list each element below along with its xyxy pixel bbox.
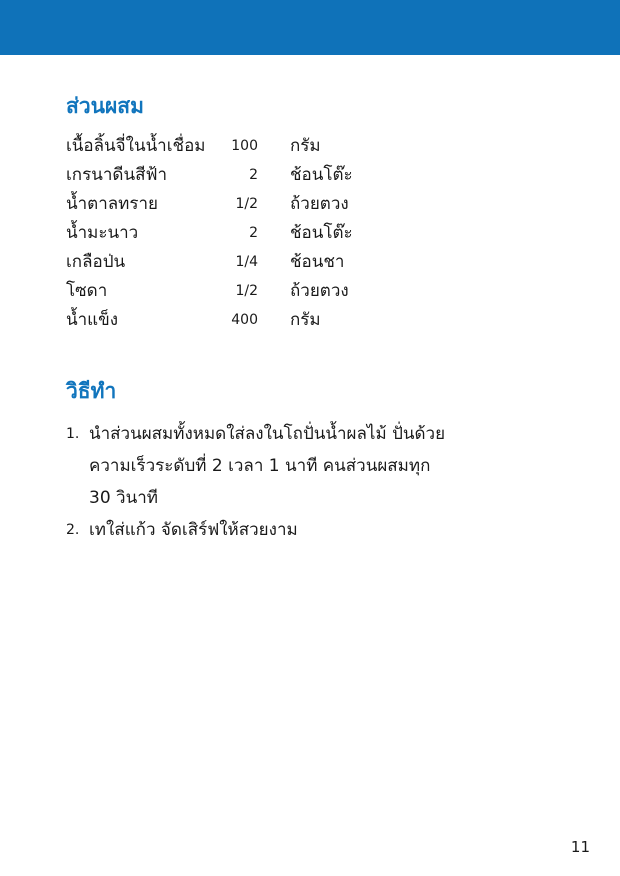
ingredient-unit: กรัม bbox=[290, 136, 321, 156]
ingredient-quantity: 2 bbox=[249, 225, 258, 241]
method-step bbox=[66, 514, 476, 546]
ingredient-quantity: 100 bbox=[231, 138, 258, 154]
ingredient-quantity: 2 bbox=[249, 167, 258, 183]
ingredient-unit: ช้อนชา bbox=[290, 252, 345, 272]
ingredient-unit: กรัม bbox=[290, 310, 321, 330]
method-steps bbox=[66, 418, 476, 546]
ingredient-row bbox=[66, 132, 386, 161]
ingredient-quantity: 400 bbox=[231, 312, 258, 328]
step-text-line: ความเร็วระดับที่ 2 เวลา 1 นาที คนส่วนผสมทุก bbox=[89, 456, 431, 476]
header-bar bbox=[0, 0, 620, 55]
ingredient-row bbox=[66, 219, 386, 248]
step-text-line: เทใส่แก้ว จัดเสิร์ฟให้สวยงาม bbox=[89, 520, 298, 540]
ingredient-unit: ถ้วยตวง bbox=[290, 281, 349, 301]
ingredient-quantity: 1/2 bbox=[235, 283, 258, 299]
ingredient-unit: ถ้วยตวง bbox=[290, 194, 349, 214]
ingredient-name: เกรนาดีนสีฟ้า bbox=[66, 165, 168, 185]
ingredient-unit: ช้อนโต๊ะ bbox=[290, 223, 353, 243]
ingredient-unit: ช้อนโต๊ะ bbox=[290, 165, 353, 185]
ingredient-name: น้ำตาลทราย bbox=[66, 194, 159, 214]
method-heading: วิธีทำ bbox=[66, 379, 117, 403]
step-text-line: นำส่วนผสมทั้งหมดใส่ลงในโถปั่นน้ำผลไม้ ปั่นด้วย bbox=[89, 424, 446, 444]
ingredient-quantity: 1/2 bbox=[235, 196, 258, 212]
method-step bbox=[66, 418, 476, 514]
ingredients-list bbox=[66, 132, 386, 335]
ingredient-row bbox=[66, 190, 386, 219]
step-number: 1. bbox=[66, 426, 80, 442]
step-text-line: 30 วินาที bbox=[89, 488, 158, 508]
ingredient-name: เนื้อลิ้นจี่ในน้ำเชื่อม bbox=[66, 136, 206, 156]
ingredient-row bbox=[66, 161, 386, 190]
ingredients-heading: ส่วนผสม bbox=[66, 94, 144, 118]
ingredient-row bbox=[66, 306, 386, 335]
ingredient-name: เกลือป่น bbox=[66, 252, 126, 272]
ingredient-quantity: 1/4 bbox=[235, 254, 258, 270]
step-number: 2. bbox=[66, 522, 80, 538]
page-number: 11 bbox=[570, 838, 590, 856]
ingredient-row bbox=[66, 248, 386, 277]
ingredient-name: น้ำแข็ง bbox=[66, 310, 119, 330]
ingredient-name: โซดา bbox=[66, 281, 108, 301]
ingredient-name: น้ำมะนาว bbox=[66, 223, 139, 243]
ingredient-row bbox=[66, 277, 386, 306]
